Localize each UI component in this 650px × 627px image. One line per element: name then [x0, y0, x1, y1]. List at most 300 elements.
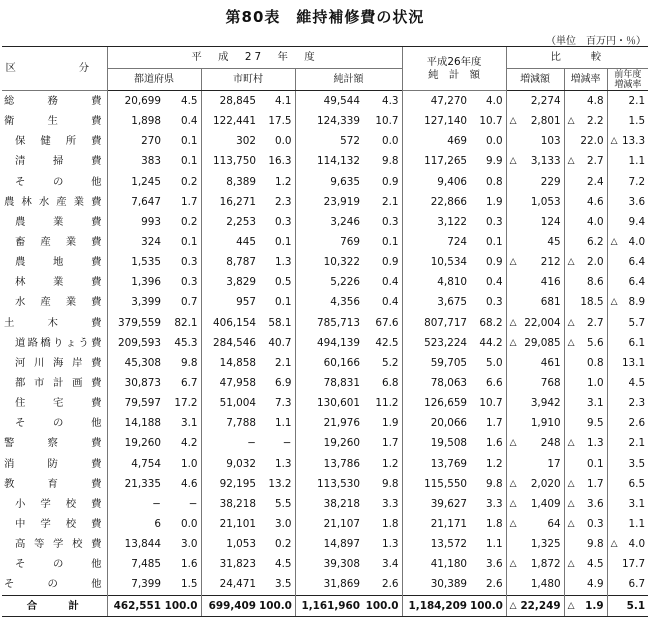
- table-row: [2, 212, 648, 232]
- cell-prev: [607, 534, 648, 554]
- cell-h26: [402, 474, 470, 494]
- cell-value: 3.1: [587, 397, 604, 410]
- cell-value: 7.2: [628, 175, 646, 188]
- negative-mark: △: [567, 438, 575, 449]
- cell-value: 47,270: [430, 95, 468, 108]
- cell-value: 4.0: [587, 215, 604, 228]
- cell-value: 3,829: [226, 276, 256, 289]
- cell-value: 4.2: [180, 437, 198, 450]
- cell-value: 45: [547, 236, 561, 249]
- negative-mark: △: [509, 116, 517, 127]
- row-label: 合 計: [2, 595, 107, 616]
- cell-muni: [201, 554, 259, 574]
- cell-value: 9.8: [382, 155, 399, 168]
- cell-value: 6.5: [628, 477, 646, 490]
- cell-pref: [107, 534, 164, 554]
- cell-prev: [607, 433, 648, 453]
- cell-muni: [201, 474, 259, 494]
- table-row: [2, 454, 648, 474]
- cell-muni-pct: [259, 192, 295, 212]
- cell-value: 6.7: [180, 377, 198, 390]
- cell-prev: [607, 172, 648, 192]
- cell-value: 10.7: [375, 115, 399, 128]
- table-row: [2, 131, 648, 151]
- cell-net: [295, 373, 363, 393]
- cell-h26-pct: [470, 172, 506, 192]
- cell-value: 2.6: [382, 578, 399, 591]
- cell-value: 4.9: [587, 578, 604, 591]
- cell-muni-pct: [259, 313, 295, 333]
- cell-value: 79,597: [124, 397, 161, 410]
- table-row: [2, 373, 648, 393]
- row-label: 農地費: [15, 256, 102, 269]
- cell-value: 1.5: [180, 578, 198, 591]
- cell-muni-pct: [259, 333, 295, 353]
- cell-value: 302: [236, 135, 256, 148]
- cell-net-pct: [363, 534, 402, 554]
- cell-value: 9.8: [382, 477, 399, 490]
- cell-net: [295, 131, 363, 151]
- cell-value: 0.3: [486, 296, 503, 309]
- cell-prev: [607, 333, 648, 353]
- cell-h26-pct: [470, 595, 506, 616]
- cell-diff: [506, 353, 564, 373]
- cell-h26: [402, 494, 470, 514]
- cell-value: 3,399: [131, 296, 161, 309]
- cell-pref: [107, 111, 164, 131]
- cell-rate: [564, 454, 607, 474]
- cell-value: 4.5: [274, 558, 292, 571]
- cell-prev: [607, 595, 648, 616]
- cell-value: 9.8: [180, 356, 198, 369]
- cell-value: 494,139: [317, 336, 360, 349]
- cell-value: 1.5: [628, 115, 646, 128]
- cell-muni: [201, 151, 259, 171]
- cell-value: 4.5: [628, 377, 646, 390]
- row-label: 清掃費: [15, 155, 102, 168]
- cell-value: 1.6: [180, 558, 198, 571]
- cell-value: −: [282, 437, 292, 450]
- cell-prev: [607, 232, 648, 252]
- cell-diff: [506, 454, 564, 474]
- cell-value: 21,101: [219, 518, 256, 531]
- cell-value: 3.1: [628, 497, 646, 510]
- cell-h26-pct: [470, 474, 506, 494]
- cell-value: 16.3: [268, 155, 292, 168]
- cell-value: 0.2: [274, 538, 292, 551]
- cell-value: 5.0: [486, 356, 503, 369]
- cell-net: [295, 252, 363, 272]
- cell-prev: [607, 413, 648, 433]
- cell-h26: [402, 454, 470, 474]
- cell-net-pct: [363, 595, 402, 616]
- cell-rate: [564, 313, 607, 333]
- table-row: [2, 151, 648, 171]
- cell-pref-pct: [164, 534, 201, 554]
- cell-value: 13.1: [621, 356, 646, 369]
- cell-prev: [607, 574, 648, 595]
- cell-pref: [107, 373, 164, 393]
- cell-rate: [564, 91, 607, 112]
- cell-rate: [564, 131, 607, 151]
- cell-net-pct: [363, 151, 402, 171]
- cell-value: 4.0: [628, 236, 646, 249]
- cell-value: 5.7: [628, 316, 646, 329]
- cell-pref: [107, 131, 164, 151]
- cell-pref: [107, 353, 164, 373]
- cell-net: [295, 212, 363, 232]
- cell-value: 11.2: [375, 397, 399, 410]
- cell-pref-pct: [164, 232, 201, 252]
- cell-h26: [402, 292, 470, 312]
- cell-pref-pct: [164, 91, 201, 112]
- row-label: 衛生費: [4, 115, 102, 128]
- header-prev-rate-line1: 前年度: [614, 69, 642, 80]
- cell-value: 3.4: [382, 558, 399, 571]
- cell-muni: [201, 212, 259, 232]
- cell-net-pct: [363, 192, 402, 212]
- cell-value: 9,406: [437, 175, 468, 188]
- cell-net: [295, 172, 363, 192]
- cell-value: 0.9: [382, 256, 399, 269]
- cell-muni: [201, 192, 259, 212]
- cell-prev: [607, 554, 648, 574]
- table-row: [2, 433, 648, 453]
- cell-pref-pct: [164, 595, 201, 616]
- cell-h26-pct: [470, 272, 506, 292]
- cell-value: 1.8: [382, 518, 399, 531]
- cell-muni-pct: [259, 151, 295, 171]
- negative-mark: △: [509, 519, 517, 530]
- cell-h26: [402, 91, 470, 112]
- cell-pref-pct: [164, 131, 201, 151]
- cell-value: 3.1: [180, 417, 198, 430]
- cell-diff: [506, 292, 564, 312]
- cell-h26-pct: [470, 252, 506, 272]
- cell-net: [295, 474, 363, 494]
- cell-value: 2,274: [530, 95, 561, 108]
- cell-value: 10.7: [479, 397, 503, 410]
- header-net: 純計額: [295, 69, 402, 91]
- cell-value: 1.9: [486, 195, 503, 208]
- table-row: [2, 494, 648, 514]
- cell-value: 1.3: [274, 457, 292, 470]
- cell-h26: [402, 433, 470, 453]
- cell-value: 115,550: [424, 477, 468, 490]
- cell-net-pct: [363, 353, 402, 373]
- negative-mark: △: [567, 257, 575, 268]
- cell-value: 1,396: [131, 276, 161, 289]
- cell-value: 2.4: [587, 175, 604, 188]
- cell-pref: [107, 574, 164, 595]
- cell-net-pct: [363, 454, 402, 474]
- cell-value: 42.5: [375, 336, 399, 349]
- cell-net: [295, 433, 363, 453]
- cell-h26-pct: [470, 131, 506, 151]
- cell-value: 768: [540, 377, 561, 390]
- cell-value: 0.1: [274, 296, 292, 309]
- cell-h26-pct: [470, 454, 506, 474]
- cell-value: 124: [540, 215, 561, 228]
- negative-mark: △: [509, 438, 517, 449]
- cell-value: 7,788: [226, 417, 256, 430]
- maintenance-cost-table: [2, 46, 648, 617]
- cell-value: −: [152, 497, 161, 510]
- cell-h26: [402, 595, 470, 616]
- cell-diff: [506, 474, 564, 494]
- cell-net-pct: [363, 292, 402, 312]
- cell-value: 1.2: [382, 457, 399, 470]
- cell-prev: [607, 494, 648, 514]
- cell-net-pct: [363, 333, 402, 353]
- cell-muni-pct: [259, 494, 295, 514]
- cell-value: 1.8: [486, 518, 503, 531]
- cell-diff: [506, 192, 564, 212]
- cell-rate: [564, 554, 607, 574]
- cell-rate: [564, 494, 607, 514]
- cell-diff: [506, 232, 564, 252]
- cell-pref: [107, 333, 164, 353]
- cell-muni-pct: [259, 212, 295, 232]
- cell-value: 21,171: [430, 518, 468, 531]
- header-prev-rate: [607, 69, 648, 91]
- cell-muni-pct: [259, 91, 295, 112]
- row-label: 小学校費: [15, 497, 102, 510]
- cell-value: 3.0: [274, 518, 292, 531]
- cell-muni: [201, 353, 259, 373]
- cell-value: 0.4: [486, 276, 503, 289]
- cell-net: [295, 292, 363, 312]
- cell-value: 7,485: [131, 558, 161, 571]
- cell-value: 23,919: [323, 195, 360, 208]
- header-h27: 平 成 27 年 度: [107, 47, 402, 69]
- header-category: 区 分: [2, 47, 107, 91]
- negative-mark: △: [567, 559, 575, 570]
- total-row: [2, 595, 648, 616]
- cell-value: 14,858: [219, 356, 256, 369]
- cell-prev: [607, 111, 648, 131]
- cell-muni-pct: [259, 272, 295, 292]
- cell-diff: [506, 151, 564, 171]
- cell-value: 2,020: [530, 477, 561, 490]
- cell-muni: [201, 595, 259, 616]
- cell-muni-pct: [259, 232, 295, 252]
- cell-diff: [506, 494, 564, 514]
- cell-pref-pct: [164, 272, 201, 292]
- cell-value: 20,699: [124, 95, 161, 108]
- cell-muni: [201, 232, 259, 252]
- cell-h26: [402, 151, 470, 171]
- cell-value: 20,066: [430, 417, 468, 430]
- cell-h26-pct: [470, 333, 506, 353]
- cell-value: 785,713: [317, 316, 360, 329]
- cell-value: 523,224: [424, 336, 468, 349]
- cell-muni-pct: [259, 574, 295, 595]
- cell-value: 0.5: [274, 276, 292, 289]
- cell-value: 6.7: [628, 578, 646, 591]
- cell-value: 100.0: [164, 599, 198, 612]
- cell-value: 270: [141, 135, 161, 148]
- cell-value: 3.3: [382, 497, 399, 510]
- cell-value: 248: [540, 437, 561, 450]
- cell-muni: [201, 494, 259, 514]
- row-label: 中学校費: [15, 518, 102, 531]
- row-label: 総務費: [4, 95, 102, 108]
- negative-mark: △: [610, 237, 618, 248]
- cell-value: 1.2: [486, 457, 503, 470]
- cell-pref: [107, 554, 164, 574]
- cell-pref-pct: [164, 292, 201, 312]
- cell-value: 9.5: [587, 417, 604, 430]
- cell-value: 1.2: [274, 175, 292, 188]
- cell-h26-pct: [470, 232, 506, 252]
- cell-pref-pct: [164, 252, 201, 272]
- cell-net: [295, 192, 363, 212]
- cell-value: 2.1: [274, 356, 292, 369]
- cell-h26: [402, 131, 470, 151]
- cell-value: 807,717: [424, 316, 468, 329]
- cell-muni-pct: [259, 595, 295, 616]
- cell-muni-pct: [259, 454, 295, 474]
- cell-value: 22,249: [520, 599, 561, 612]
- cell-value: 461: [540, 356, 561, 369]
- cell-value: 0.3: [486, 215, 503, 228]
- cell-value: 17.7: [621, 558, 646, 571]
- negative-mark: △: [509, 498, 517, 509]
- cell-rate: [564, 111, 607, 131]
- row-label: 畜産業費: [15, 236, 102, 249]
- cell-diff: [506, 333, 564, 353]
- negative-mark: △: [610, 136, 618, 147]
- table-body: [2, 91, 648, 617]
- cell-value: 39,627: [430, 497, 468, 510]
- cell-value: 3.6: [486, 558, 503, 571]
- cell-value: 462,551: [113, 599, 161, 612]
- cell-rate: [564, 474, 607, 494]
- cell-value: 1,910: [530, 417, 561, 430]
- negative-mark: △: [610, 297, 618, 308]
- cell-value: 17.5: [268, 115, 292, 128]
- cell-value: 31,869: [323, 578, 360, 591]
- cell-net-pct: [363, 91, 402, 112]
- cell-diff: [506, 252, 564, 272]
- cell-value: 130,601: [317, 397, 360, 410]
- cell-pref-pct: [164, 172, 201, 192]
- cell-h26: [402, 192, 470, 212]
- cell-muni: [201, 333, 259, 353]
- cell-net: [295, 534, 363, 554]
- cell-value: 17.2: [174, 397, 198, 410]
- cell-value: 1,161,960: [301, 599, 360, 612]
- cell-value: 19,260: [124, 437, 161, 450]
- table-row: [2, 574, 648, 595]
- cell-value: 5.1: [626, 599, 646, 612]
- cell-value: 21,976: [323, 417, 360, 430]
- cell-rate: [564, 272, 607, 292]
- cell-net-pct: [363, 373, 402, 393]
- cell-value: 7,647: [131, 195, 161, 208]
- cell-diff: [506, 574, 564, 595]
- cell-h26-pct: [470, 433, 506, 453]
- cell-value: 1.9: [585, 599, 604, 612]
- cell-value: 0.1: [486, 236, 503, 249]
- cell-value: 7.3: [274, 397, 292, 410]
- cell-diff: [506, 554, 564, 574]
- cell-net: [295, 313, 363, 333]
- cell-net-pct: [363, 212, 402, 232]
- cell-value: 4.0: [486, 95, 503, 108]
- negative-mark: △: [610, 539, 618, 550]
- cell-value: 24,471: [219, 578, 256, 591]
- cell-muni: [201, 292, 259, 312]
- cell-net-pct: [363, 554, 402, 574]
- cell-value: 1.3: [274, 256, 292, 269]
- cell-value: 1.1: [486, 538, 503, 551]
- cell-value: 9.8: [587, 538, 604, 551]
- cell-value: 469: [447, 135, 468, 148]
- cell-rate: [564, 574, 607, 595]
- cell-value: 13.2: [268, 477, 292, 490]
- cell-value: 406,154: [213, 316, 256, 329]
- negative-mark: △: [509, 600, 517, 611]
- cell-muni: [201, 272, 259, 292]
- cell-value: 28,845: [219, 95, 256, 108]
- unit-note: （単位 百万円・％）: [546, 36, 646, 47]
- cell-h26: [402, 554, 470, 574]
- cell-value: 0.2: [180, 215, 198, 228]
- table-row: [2, 111, 648, 131]
- cell-value: 18.5: [580, 296, 604, 309]
- table-row: [2, 514, 648, 534]
- cell-diff: [506, 595, 564, 616]
- cell-prev: [607, 252, 648, 272]
- cell-prev: [607, 393, 648, 413]
- cell-h26: [402, 353, 470, 373]
- cell-value: 699,409: [208, 599, 256, 612]
- table-row: [2, 413, 648, 433]
- cell-muni: [201, 91, 259, 112]
- cell-h26: [402, 313, 470, 333]
- cell-h26: [402, 272, 470, 292]
- cell-muni: [201, 574, 259, 595]
- table-row: [2, 192, 648, 212]
- cell-pref: [107, 433, 164, 453]
- cell-value: 5,226: [330, 276, 360, 289]
- cell-value: 2.7: [587, 155, 604, 168]
- cell-net: [295, 353, 363, 373]
- cell-value: 8,389: [226, 175, 256, 188]
- cell-prev: [607, 192, 648, 212]
- cell-value: 6.9: [274, 377, 292, 390]
- cell-value: 1,053: [530, 195, 561, 208]
- cell-value: 1.7: [486, 417, 503, 430]
- cell-prev: [607, 373, 648, 393]
- cell-diff: [506, 373, 564, 393]
- cell-value: 6.8: [382, 377, 399, 390]
- cell-net: [295, 393, 363, 413]
- cell-value: 22,004: [524, 316, 561, 329]
- row-label: 消防費: [4, 457, 102, 470]
- cell-net-pct: [363, 494, 402, 514]
- row-label: 教育費: [4, 477, 102, 490]
- cell-value: 769: [340, 236, 360, 249]
- table-row: [2, 534, 648, 554]
- cell-muni: [201, 514, 259, 534]
- cell-value: 9.8: [486, 477, 503, 490]
- cell-value: 229: [540, 175, 561, 188]
- cell-value: 100.0: [365, 599, 399, 612]
- cell-value: 0.4: [382, 296, 399, 309]
